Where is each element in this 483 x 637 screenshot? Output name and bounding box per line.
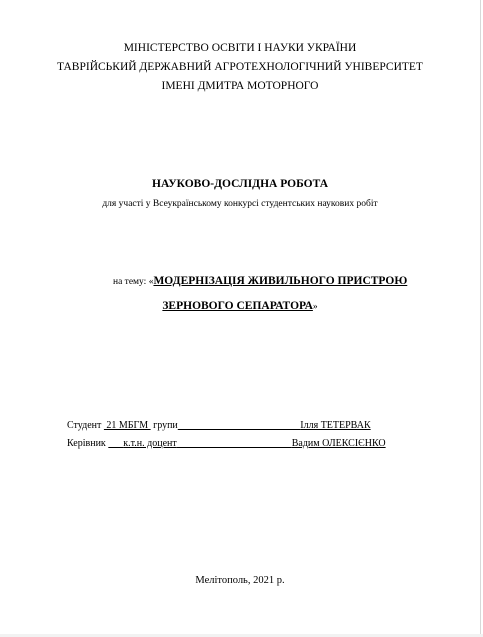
supervisor-label: Керівник	[67, 438, 106, 449]
student-signature-line	[67, 419, 371, 432]
topic-line-1	[113, 274, 407, 289]
topic-title-line-2: ЗЕРНОВОГО СЕПАРАТОРА	[162, 300, 313, 312]
supervisor-position: к.т.н. доцент	[123, 438, 177, 449]
work-type-title: НАУКОВО-ДОСЛІДНА РОБОТА	[152, 178, 328, 190]
supervisor-signature-line	[67, 437, 386, 450]
page-right-border	[480, 0, 481, 637]
topic-line-2	[0, 299, 480, 314]
student-group-word: групи	[153, 420, 178, 431]
place-year: Мелітополь, 2021 р.	[195, 575, 285, 586]
student-name: Ілля ТЕТЕРВАК	[300, 420, 371, 431]
university-heading: ТАВРІЙСЬКИЙ ДЕРЖАВНИЙ АГРОТЕХНОЛОГІЧНИЙ УНІВЕРСИТЕТ	[57, 61, 423, 73]
topic-prefix: на тему: «	[113, 277, 154, 287]
ministry-heading: МІНІСТЕРСТВО ОСВІТИ І НАУКИ УКРАЇНИ	[123, 42, 357, 54]
work-purpose: для участі у Всеукраїнському конкурсі студентських наукових робіт	[102, 199, 378, 209]
supervisor-name: Вадим ОЛЕКСІЄНКО	[291, 438, 386, 449]
named-after-heading: ІМЕНІ ДМИТРА МОТОРНОГО	[161, 80, 319, 92]
student-group: 21 МБГМ	[103, 420, 151, 431]
topic-title-line-1: МОДЕРНІЗАЦІЯ ЖИВИЛЬНОГО ПРИСТРОЮ	[153, 275, 408, 287]
student-label: Студент	[67, 420, 102, 431]
topic-suffix: »	[312, 302, 318, 312]
